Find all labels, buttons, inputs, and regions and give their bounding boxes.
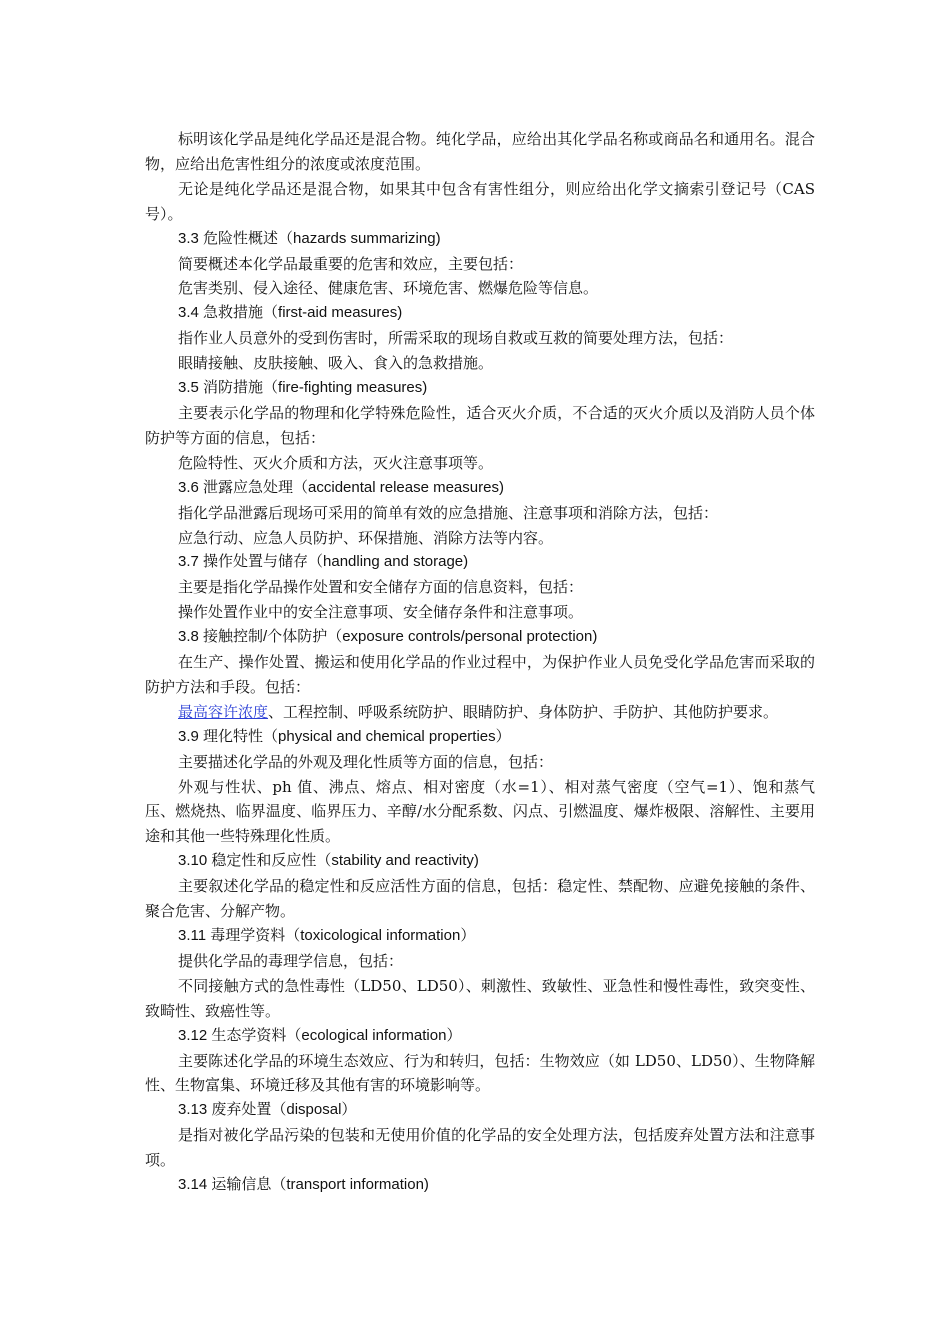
- paragraph: 指化学品泄露后现场可采用的简单有效的应急措施、注意事项和消除方法，包括：: [178, 503, 719, 522]
- document-body: [145, 127, 815, 1198]
- paragraph: 在生产、操作处置、搬运和使用化学品的作业过程中，为保护作业人员免受化学品危害而采取的防护方法和手段。包括：: [145, 653, 815, 696]
- paragraph: 主要叙述化学品的稳定性和反应活性方面的信息，包括：稳定性、禁配物、应避免接触的条件、聚合危害、分解产物。: [145, 877, 815, 921]
- paragraph: 危险特性、灭火介质和方法，灭火注意事项等。: [178, 453, 494, 472]
- section-heading: 3.6 泄露应急处理（accidental release measures): [178, 478, 504, 496]
- paragraph: 简要概述本化学品最重要的危害和效应，主要包括：: [178, 254, 524, 273]
- section-heading: 3.9 理化特性（physical and chemical properties）: [178, 727, 511, 745]
- paragraph: 指作业人员意外的受到伤害时，所需采取的现场自救或互救的简要处理方法，包括：: [178, 329, 734, 348]
- hyperlink[interactable]: 最高容许浓度: [178, 702, 269, 721]
- section-heading: 3.7 操作处置与储存（handling and storage): [178, 553, 469, 571]
- section-heading: 3.3 危险性概述（hazards summarizing): [178, 229, 441, 247]
- paragraph: 主要是指化学品操作处置和安全储存方面的信息资料，包括：: [178, 578, 584, 597]
- section-heading: 3.14 运输信息（transport information): [178, 1176, 429, 1194]
- section-heading: 3.8 接触控制/个体防护（exposure controls/personal protection): [178, 628, 598, 646]
- paragraph: [145, 700, 815, 725]
- paragraph: 主要陈述化学品的环境生态效应、行为和转归，包括：生物效应（如 LD50、LD50）、生物降解性、生物富集、环境迁移及其他有害的环境影响等。: [145, 1051, 815, 1095]
- section-heading: 3.10 稳定性和反应性（stability and reactivity): [178, 852, 479, 870]
- section-heading: 3.4 急救措施（first-aid measures): [178, 304, 403, 322]
- paragraph: 危害类别、侵入途径、健康危害、环境危害、燃爆危险等信息。: [178, 279, 599, 298]
- section-heading: 3.11 毒理学资料（toxicological information）: [178, 927, 476, 944]
- paragraph: 眼睛接触、皮肤接触、吸入、食入的急救措施。: [178, 354, 494, 373]
- paragraph: 是指对被化学品污染的包装和无使用价值的化学品的安全处理方法，包括废弃处置方法和注意事项。: [145, 1126, 815, 1170]
- paragraph-text: 、工程控制、呼吸系统防护、眼睛防护、身体防护、手防护、其他防护要求。: [268, 702, 779, 721]
- paragraph: 无论是纯化学品还是混合物，如果其中包含有害性组分，则应给出化学文摘索引登记号（CAS 号）。: [145, 179, 815, 223]
- paragraph: 标明该化学品是纯化学品还是混合物。纯化学品，应给出其化学品名称或商品名和通用名。混合物，应给出危害性组分的浓度或浓度范围。: [145, 130, 815, 173]
- paragraph: 应急行动、应急人员防护、环保措施、消除方法等内容。: [178, 528, 554, 547]
- paragraph: 提供化学品的毒理学信息，包括：: [178, 951, 404, 970]
- paragraph: 主要描述化学品的外观及理化性质等方面的信息，包括：: [178, 752, 554, 771]
- paragraph: 外观与性状、ph 值、沸点、熔点、相对密度（水=1）、相对蒸气密度（空气=1）、饱和蒸气压、燃烧热、临界温度、临界压力、辛醇/水分配系数、闪点、引燃温度、爆炸极限、溶解性、主要用途和其他一些特殊理化性质。: [145, 777, 815, 846]
- section-heading: 3.12 生态学资料（ecological information）: [178, 1026, 462, 1044]
- section-heading: 3.5 消防措施（fire-fighting measures): [178, 379, 428, 397]
- paragraph: 主要表示化学品的物理和化学特殊危险性，适合灭火介质，不合适的灭火介质以及消防人员个体防护等方面的信息，包括：: [145, 403, 815, 447]
- paragraph: 操作处置作业中的安全注意事项、安全储存条件和注意事项。: [178, 603, 584, 622]
- section-heading: 3.13 废弃处置（disposal）: [178, 1101, 357, 1119]
- paragraph: 不同接触方式的急性毒性（LD50、LD50）、刺激性、致敏性、亚急性和慢性毒性，致突变性、致畸性、致癌性等。: [145, 976, 815, 1020]
